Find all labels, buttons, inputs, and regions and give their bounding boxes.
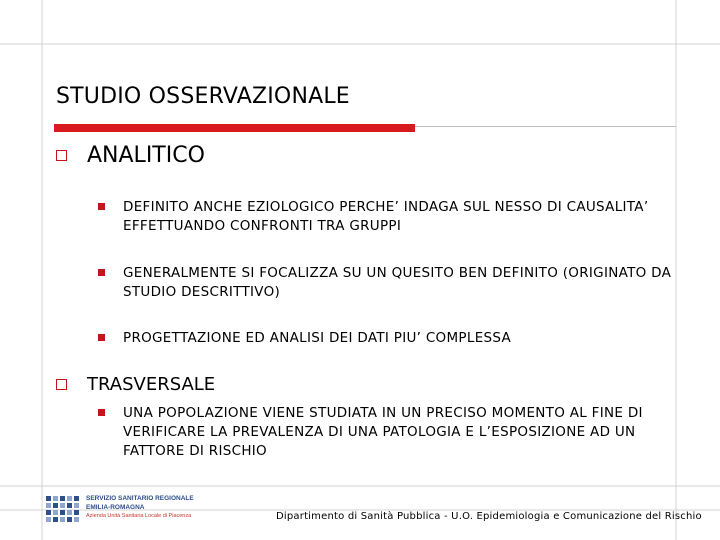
list-item (98, 404, 678, 461)
organization-logo (44, 494, 194, 530)
logo-grid-icon (44, 494, 82, 528)
logo-line-2: EMILIA-ROMAGNA (86, 504, 145, 511)
section-analitico (56, 143, 205, 168)
hollow-square-bullet-icon (56, 150, 67, 161)
list-item-text: GENERALMENTE SI FOCALIZZA SU UN QUESITO BEN DEFINITO (ORIGINATO DA STUDIO DESCRITTIVO) (123, 265, 672, 300)
filled-square-bullet-icon (98, 334, 105, 341)
hollow-square-bullet-icon (56, 379, 67, 390)
filled-square-bullet-icon (98, 203, 105, 210)
filled-square-bullet-icon (98, 409, 105, 416)
list-item-text: UNA POPOLAZIONE VIENE STUDIATA IN UN PRECISO MOMENTO AL FINE DI VERIFICARE LA PREVALENZA DI UNA PATOLOGIA E L’ESPOSIZIONE AD UN FATTORE DI RISCHIO (123, 405, 643, 459)
filled-square-bullet-icon (98, 269, 105, 276)
logo-text (86, 494, 194, 521)
footer-text: Dipartimento di Sanità Pubblica - U.O. Epidemiologia e Comunicazione del Rischio (276, 511, 702, 522)
list-item (98, 198, 678, 236)
title-red-rule (54, 124, 415, 132)
list-item-text: DEFINITO ANCHE EZIOLOGICO PERCHE’ INDAGA SUL NESSO DI CAUSALITA’ EFFETTUANDO CONFRONTI TRA GRUPPI (123, 199, 649, 234)
logo-line-1: SERVIZIO SANITARIO REGIONALE (86, 495, 194, 502)
list-item-text: PROGETTAZIONE ED ANALISI DEI DATI PIU’ COMPLESSA (123, 330, 512, 346)
list-item (98, 264, 678, 302)
section-trasversale (56, 374, 215, 395)
section-heading: TRASVERSALE (87, 374, 216, 395)
slide-title: STUDIO OSSERVAZIONALE (56, 84, 350, 109)
list-item (98, 329, 678, 348)
logo-line-3: Azienda Unità Sanitaria Locale di Piacenza (86, 513, 192, 519)
section-heading: ANALITICO (87, 143, 205, 168)
